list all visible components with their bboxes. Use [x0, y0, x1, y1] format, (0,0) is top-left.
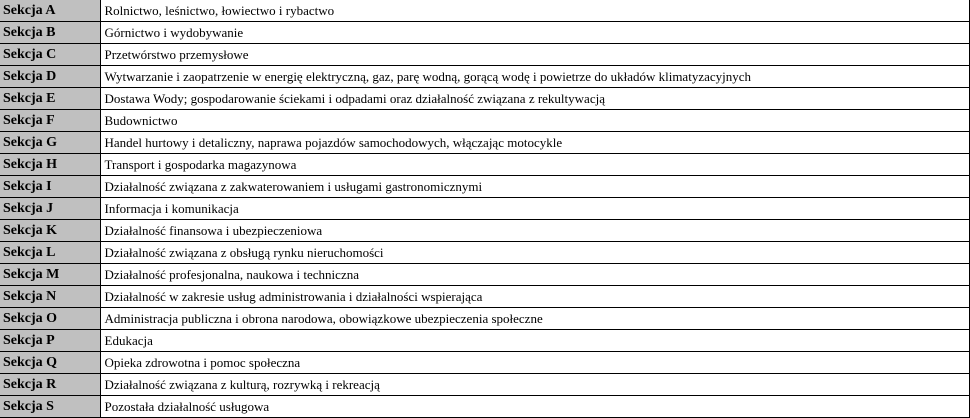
- section-code-cell: Sekcja Q: [0, 352, 100, 374]
- table-row: [0, 330, 970, 352]
- table-row: [0, 110, 970, 132]
- section-description-cell: Wytwarzanie i zaopatrzenie w energię elektryczną, gaz, parę wodną, gorącą wodę i powietrze do układów klimatyzacyjnych: [100, 66, 970, 88]
- section-code-cell: Sekcja B: [0, 22, 100, 44]
- section-code-cell: Sekcja F: [0, 110, 100, 132]
- section-description-cell: Górnictwo i wydobywanie: [100, 22, 970, 44]
- section-code-cell: Sekcja C: [0, 44, 100, 66]
- section-code-cell: Sekcja D: [0, 66, 100, 88]
- table-row: [0, 220, 970, 242]
- section-code-cell: Sekcja R: [0, 374, 100, 396]
- section-description-cell: Opieka zdrowotna i pomoc społeczna: [100, 352, 970, 374]
- table-row: [0, 176, 970, 198]
- section-description-cell: Działalność w zakresie usług administrowania i działalności wspierająca: [100, 286, 970, 308]
- section-description-cell: Działalność związana z zakwaterowaniem i usługami gastronomicznymi: [100, 176, 970, 198]
- table-row: [0, 66, 970, 88]
- section-code-cell: Sekcja H: [0, 154, 100, 176]
- table-row: [0, 242, 970, 264]
- section-code-cell: Sekcja N: [0, 286, 100, 308]
- section-code-cell: Sekcja I: [0, 176, 100, 198]
- section-description-cell: Przetwórstwo przemysłowe: [100, 44, 970, 66]
- table-row: [0, 286, 970, 308]
- table-row: [0, 154, 970, 176]
- table-row: [0, 308, 970, 330]
- section-code-cell: Sekcja L: [0, 242, 100, 264]
- section-description-cell: Rolnictwo, leśnictwo, łowiectwo i rybactwo: [100, 0, 970, 22]
- section-code-cell: Sekcja O: [0, 308, 100, 330]
- section-code-cell: Sekcja S: [0, 396, 100, 418]
- section-description-cell: Edukacja: [100, 330, 970, 352]
- table-row: [0, 198, 970, 220]
- section-description-cell: Handel hurtowy i detaliczny, naprawa pojazdów samochodowych, włączając motocykle: [100, 132, 970, 154]
- section-description-cell: Działalność związana z kulturą, rozrywką i rekreacją: [100, 374, 970, 396]
- section-description-cell: Transport i gospodarka magazynowa: [100, 154, 970, 176]
- table-row: [0, 44, 970, 66]
- table-row: [0, 374, 970, 396]
- section-code-cell: Sekcja G: [0, 132, 100, 154]
- section-description-cell: Administracja publiczna i obrona narodowa, obowiązkowe ubezpieczenia społeczne: [100, 308, 970, 330]
- table-row: [0, 0, 970, 22]
- table-row: [0, 396, 970, 418]
- section-description-cell: Dostawa Wody; gospodarowanie ściekami i odpadami oraz działalność związana z rekultywacją: [100, 88, 970, 110]
- section-code-cell: Sekcja K: [0, 220, 100, 242]
- section-description-cell: Działalność profesjonalna, naukowa i techniczna: [100, 264, 970, 286]
- section-description-cell: Informacja i komunikacja: [100, 198, 970, 220]
- section-code-cell: Sekcja P: [0, 330, 100, 352]
- section-description-cell: Działalność finansowa i ubezpieczeniowa: [100, 220, 970, 242]
- section-code-cell: Sekcja M: [0, 264, 100, 286]
- section-code-cell: Sekcja J: [0, 198, 100, 220]
- section-description-cell: Działalność związana z obsługą rynku nieruchomości: [100, 242, 970, 264]
- table-row: [0, 22, 970, 44]
- table-row: [0, 352, 970, 374]
- section-code-cell: Sekcja A: [0, 0, 100, 22]
- section-description-cell: Budownictwo: [100, 110, 970, 132]
- table-row: [0, 264, 970, 286]
- section-code-cell: Sekcja E: [0, 88, 100, 110]
- table-row: [0, 88, 970, 110]
- section-description-cell: Pozostała działalność usługowa: [100, 396, 970, 418]
- table-row: [0, 132, 970, 154]
